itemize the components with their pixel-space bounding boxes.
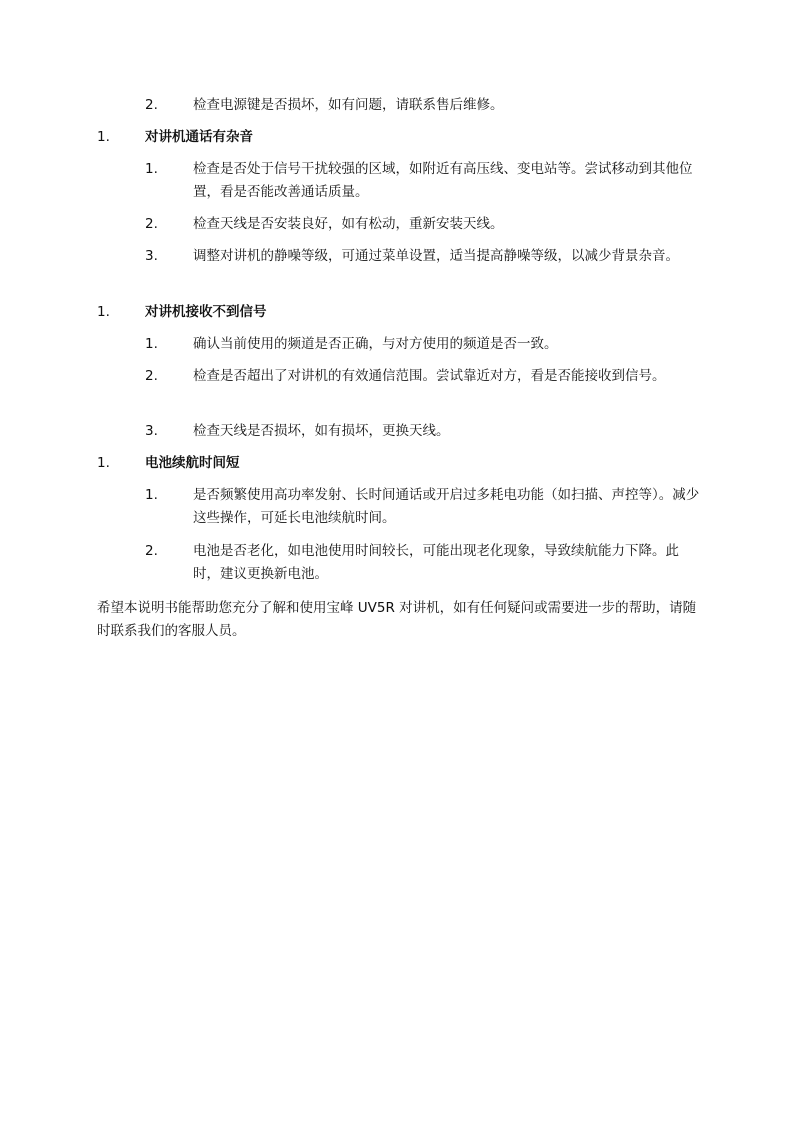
- closing-paragraph: 希望本说明书能帮助您充分了解和使用宝峰 UV5R 对讲机，如有任何疑问或需要进一步的帮助，请随时联系我们的客服人员。: [97, 600, 697, 639]
- section-number: 1.: [97, 304, 110, 320]
- list-number: 2.: [145, 216, 158, 232]
- list-number: 2.: [145, 368, 158, 384]
- list-number: 2.: [145, 97, 158, 113]
- list-number: 2.: [145, 543, 158, 559]
- list-item-text: 检查电源键是否损坏，如有问题，请联系售后维修。: [193, 97, 504, 113]
- list-number: 3.: [145, 248, 158, 264]
- section-heading: 对讲机接收不到信号: [145, 304, 267, 320]
- list-number: 1.: [145, 336, 158, 352]
- list-number: 3.: [145, 423, 158, 439]
- section-number: 1.: [97, 129, 110, 145]
- list-item-text: 电池是否老化，如电池使用时间较长，可能出现老化现象，导致续航能力下降。此时，建议更换新电池。: [193, 543, 679, 582]
- list-number: 1.: [145, 487, 158, 503]
- list-item-text: 确认当前使用的频道是否正确，与对方使用的频道是否一致。: [193, 336, 558, 352]
- section-number: 1.: [97, 455, 110, 471]
- section-heading: 电池续航时间短: [145, 455, 240, 471]
- section-heading: 对讲机通话有杂音: [145, 129, 253, 145]
- list-number: 1.: [145, 161, 158, 177]
- list-item-text: 是否频繁使用高功率发射、长时间通话或开启过多耗电功能（如扫描、声控等）。减少这些操作，可延长电池续航时间。: [193, 487, 700, 526]
- list-item-text: 检查天线是否安装良好，如有松动，重新安装天线。: [193, 216, 504, 232]
- list-item-text: 检查天线是否损坏，如有损坏，更换天线。: [193, 423, 450, 439]
- list-item-text: 调整对讲机的静噪等级，可通过菜单设置，适当提高静噪等级，以减少背景杂音。: [193, 248, 679, 264]
- list-item-text: 检查是否超出了对讲机的有效通信范围。尝试靠近对方，看是否能接收到信号。: [193, 368, 666, 384]
- list-item-text: 检查是否处于信号干扰较强的区域，如附近有高压线、变电站等。尝试移动到其他位置，看是否能改善通话质量。: [193, 161, 693, 200]
